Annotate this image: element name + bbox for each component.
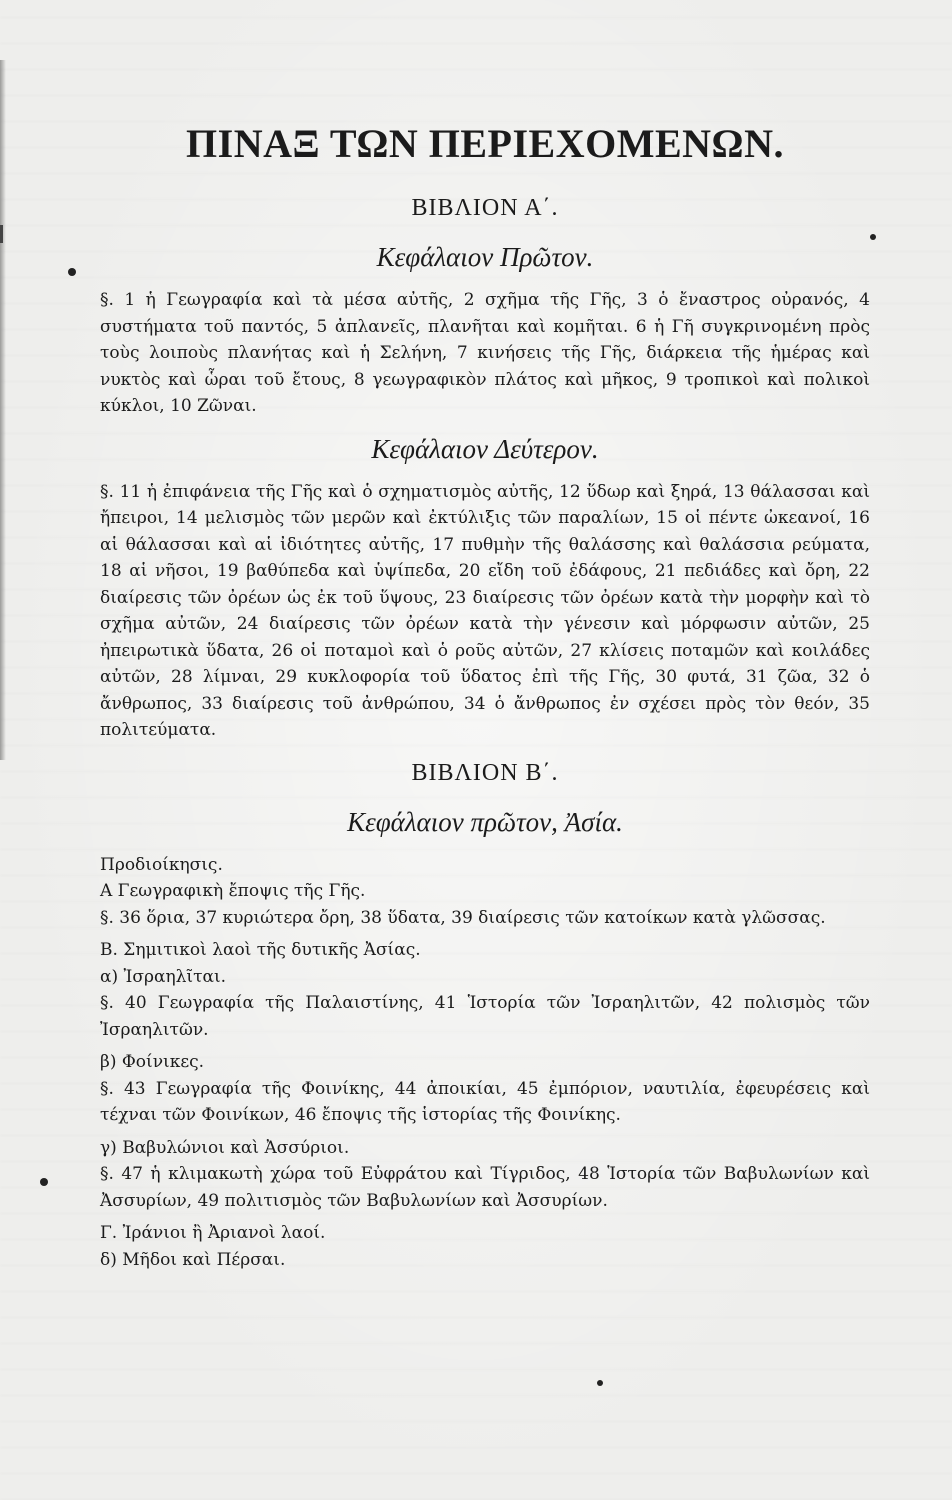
section-a-heading: Α Γεωγραφικὴ ἔποψις τῆς Γῆς. (100, 881, 366, 901)
subsection-d-heading: δ) Μῆδοι καὶ Πέρσαι. (100, 1249, 286, 1270)
subsection-b-heading: β) Φοίνικες. (100, 1052, 205, 1072)
section-36-contents: §. 36 ὅρια, 37 κυριώτερα ὄρη, 38 ὕδατα, 39 διαίρεσις τῶν κατοίκων κατὰ γλῶσσας. (100, 907, 826, 928)
section-40-contents: §. 40 Γεωγραφία τῆς Παλαιστίνης, 41 Ἱστορία τῶν Ἰσραηλιτῶν, 42 πολισμὸς τῶν Ἰσραηλιτῶν. (100, 993, 870, 1040)
book-1-chapter-2-contents: §. 11 ἡ ἐπιφάνεια τῆς Γῆς καὶ ὁ σχηματισμὸς αὐτῆς, 12 ὕδωρ καὶ ξηρά, 13 θάλασσαι καὶ ἤπειροι, 14 μελισμὸς τῶν μερῶν καὶ ἐκτύλιξις τῶν παραλίων, 15 οἱ πέντε ὠκεανοί, 16 αἱ θάλασσαι καὶ αἱ ἰδιότητες αὐτῆς, 17 πυθμὴν τῆς θαλάσσης καὶ θαλάσσια ρεύματα, 18 αἱ νῆσοι, 19 βαθύπεδα καὶ ὑψίπεδα, 20 εἴδη τοῦ ἐδάφους, 21 πεδιάδες καὶ ὄρη, 22 διαίρεσις τῶν ὀρέων ὡς ἐκ τοῦ ὕψους, 23 διαίρεσις τῶν ὀρέων κατὰ τὴν μορφὴν καὶ τὸ σχῆμα αὐτῶν, 24 διαίρεσις τῶν ὀρέων κατὰ τὴν γένεσιν καὶ μόρφωσιν αὐτῶν, 25 ἠπειρωτικὰ ὕδατα, 26 οἱ ποταμοὶ καὶ ὁ ροῦς αὐτῶν, 27 κλίσεις ποταμῶν καὶ κοιλάδες αὐτῶν, 28 λίμναι, 29 κυκλοφορία τοῦ ὕδατος ἐπὶ τῆς Γῆς, 30 φυτά, 31 ζῶα, 32 ὁ ἄνθρωπος, 33 διαίρεσις τοῦ ἀνθρώπου, 34 ὁ ἄνθρωπος ἐν σχέσει πρὸς τὸν θεόν, 35 πολιτεύματα. (100, 481, 870, 740)
book-2-chapter-1-heading: Κεφάλαιον πρῶτον, Ἀσία. (347, 806, 623, 837)
section-43-contents: §. 43 Γεωγραφία τῆς Φοινίκης, 44 ἀποικίαι, 45 ἐμπόριον, ναυτιλία, ἐφευρέσεις καὶ τέχναι τῶν Φοινίκων, 46 ἔποψις τῆς ἱστορίας τῆς Φοινίκης. (100, 1078, 870, 1125)
table-of-contents (100, 120, 870, 1273)
subsection-c-heading: γ) Βαβυλώνιοι καὶ Ἀσσύριοι. (100, 1137, 350, 1158)
ink-dot (870, 234, 876, 240)
book-1-chapter-1-contents: §. 1 ἡ Γεωγραφία καὶ τὰ μέσα αὐτῆς, 2 σχῆμα τῆς Γῆς, 3 ὁ ἔναστρος οὐρανός, 4 συστήματα τοῦ παντός, 5 ἀπλανεῖς, πλανῆται καὶ κομῆται. 6 ἡ Γῆ συγκρινομένη πρὸς τοὺς λοιποὺς πλανήτας καὶ ἡ Σελήνη, 7 κινήσεις τῆς Γῆς, διάρκεια τῆς ἡμέρας καὶ νυκτὸς καὶ ὧραι τοῦ ἔτους, 8 γεωγραφικὸν πλάτος καὶ μῆκος, 9 τροπικοὶ καὶ πολικοὶ κύκλοι, 10 Ζῶναι. (100, 290, 870, 416)
book-1-heading: ΒΙΒΛΙΟΝ Α΄. (411, 195, 559, 221)
margin-mark (0, 225, 3, 243)
book-2-heading: ΒΙΒΛΙΟΝ Β΄. (411, 759, 559, 786)
section-c-heading: Γ. Ἰράνιοι ἢ Ἀριανοὶ λαοί. (100, 1223, 326, 1243)
section-b-heading: Β. Σημιτικοὶ λαοὶ τῆς δυτικῆς Ἀσίας. (100, 940, 421, 960)
book-1-chapter-2-heading: Κεφάλαιον Δεύτερον. (371, 433, 599, 464)
page-title: ΠΙΝΑΞ ΤΩΝ ΠΕΡΙΕΧΟΜΕΝΩΝ. (186, 121, 784, 166)
section-47-contents: §. 47 ἡ κλιμακωτὴ χώρα τοῦ Εὐφράτου καὶ Τίγριδος, 48 Ἱστορία τῶν Βαβυλωνίων καὶ Ἀσσυρίων, 49 πολιτισμὸς τῶν Βαβυλωνίων καὶ Ἀσσυρίων. (100, 1164, 870, 1211)
ink-dot (68, 268, 76, 276)
ink-dot (40, 1178, 48, 1186)
subsection-a-heading: α) Ἰσραηλῖται. (100, 966, 227, 987)
intro-line: Προδιοίκησις. (100, 854, 223, 875)
ink-dot (597, 1380, 603, 1386)
binding-edge-shadow (0, 60, 6, 760)
book-1-chapter-1-heading: Κεφάλαιον Πρῶτον. (376, 242, 594, 272)
